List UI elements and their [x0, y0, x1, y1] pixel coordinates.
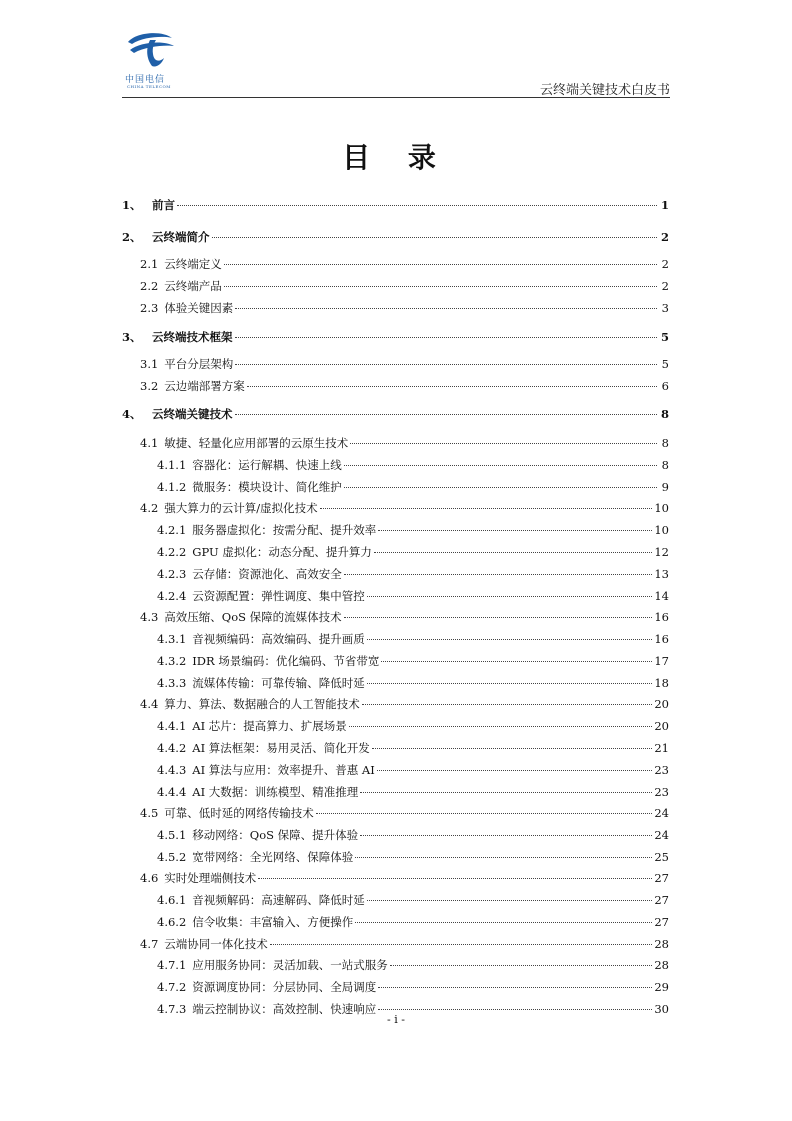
toc-entry-number: 4.7 [140, 937, 159, 951]
toc-entry-number: 2、 [122, 230, 142, 244]
toc-entry-page: 16 [654, 610, 669, 624]
toc-entry-number: 4.6.1 [157, 893, 187, 907]
toc-dot-leader [316, 812, 653, 814]
toc-entry-page: 16 [654, 632, 669, 646]
toc-entry-page: 21 [654, 741, 669, 755]
toc-entry-title: 云终端技术框架 [152, 330, 233, 344]
toc-entry-title: 移动网络：QoS 保障、提升体验 [192, 828, 359, 842]
toc-entry[interactable] [157, 522, 669, 538]
toc-entry-title: 资源调度协同：分层协同、全局调度 [192, 980, 377, 994]
toc-entry-title: 云端协同一体化技术 [164, 937, 268, 951]
toc-entry-number: 3.2 [140, 379, 159, 393]
toc-entry[interactable] [140, 936, 669, 952]
toc-entry-page: 24 [654, 828, 669, 842]
toc-dot-leader [344, 573, 653, 575]
toc-dot-leader [224, 263, 657, 265]
toc-entry[interactable] [140, 435, 669, 451]
toc-entry[interactable] [157, 784, 669, 800]
toc-entry-number: 4.3 [140, 610, 159, 624]
toc-entry-title: AI 算法框架：易用灵活、简化开发 [192, 741, 370, 755]
page-header [122, 28, 670, 98]
toc-entry-number: 4.4.1 [157, 719, 187, 733]
toc-entry-title: 云资源配置：弹性调度、集中管控 [192, 589, 365, 603]
toc-entry[interactable] [140, 805, 669, 821]
toc-heading: 目 录 [342, 141, 450, 174]
toc-entry-number: 4.5.2 [157, 850, 187, 864]
toc-entry-page: 27 [654, 915, 669, 929]
toc-entry-number: 4.4 [140, 697, 159, 711]
toc-entry-number: 3.1 [140, 357, 159, 371]
toc-entry-page: 17 [654, 654, 669, 668]
toc-entry-page: 9 [661, 480, 669, 494]
toc-entry-number: 4.5 [140, 806, 159, 820]
logo-text-en: CHINA TELECOM [127, 84, 171, 89]
toc-entry-title: AI 大数据：训练模型、精准推理 [192, 785, 359, 799]
telecom-swirl-icon [122, 28, 178, 72]
toc-entry-page: 5 [660, 330, 669, 344]
toc-entry-number: 4.4.4 [157, 785, 187, 799]
toc-entry-page: 5 [661, 357, 669, 371]
page-number: - i - [387, 1013, 405, 1026]
toc-dot-leader [344, 486, 657, 488]
logo-text-cn: 中国电信 [125, 75, 166, 85]
toc-entry-page: 23 [654, 763, 669, 777]
toc-entry-page: 13 [654, 567, 669, 581]
toc-dot-leader [247, 385, 657, 387]
toc-entry-number: 1、 [122, 198, 142, 212]
toc-dot-leader [224, 285, 657, 287]
toc-dot-leader [360, 834, 652, 836]
toc-entry-title: 云边端部署方案 [164, 379, 245, 393]
toc-entry-page: 30 [654, 1002, 669, 1016]
toc-dot-leader [355, 856, 652, 858]
toc-entry-number: 4.2 [140, 501, 159, 515]
toc-entry-page: 8 [661, 436, 669, 450]
toc-dot-leader [360, 791, 652, 793]
toc-dot-leader [377, 769, 653, 771]
toc-entry[interactable] [140, 378, 669, 394]
toc-entry-title: 应用服务协同：灵活加载、一站式服务 [192, 958, 388, 972]
toc-entry-page: 20 [654, 697, 669, 711]
toc-dot-leader [378, 986, 652, 988]
toc-entry-page: 10 [654, 523, 669, 537]
toc-entry-title: 高效压缩、QoS 保障的流媒体技术 [164, 610, 342, 624]
toc-dot-leader [390, 964, 653, 966]
toc-dot-leader [235, 307, 657, 309]
toc-entry-number: 4.4.3 [157, 763, 187, 777]
toc-entry[interactable] [157, 631, 669, 647]
toc-entry-number: 4.6 [140, 871, 159, 885]
toc-entry-page: 2 [660, 230, 669, 244]
toc-dot-leader [258, 877, 652, 879]
toc-entry-title: 流媒体传输：可靠传输、降低时延 [192, 676, 365, 690]
toc-entry[interactable] [157, 892, 669, 908]
toc-entry[interactable] [140, 278, 669, 294]
toc-entry-page: 20 [654, 719, 669, 733]
toc-entry-title: 微服务：模块设计、简化维护 [192, 480, 342, 494]
toc-dot-leader [378, 1008, 652, 1010]
toc-entry-number: 4、 [122, 407, 142, 421]
toc-entry-page: 27 [654, 871, 669, 885]
toc-entry[interactable] [157, 566, 669, 582]
toc-dot-leader [367, 899, 653, 901]
toc-entry[interactable] [157, 675, 669, 691]
toc-entry-number: 4.7.2 [157, 980, 187, 994]
toc-dot-leader [235, 413, 658, 415]
toc-dot-leader [349, 725, 653, 727]
toc-entry-title: 前言 [152, 198, 175, 212]
toc-entry-page: 6 [661, 379, 669, 393]
toc-entry[interactable] [122, 329, 669, 345]
toc-entry[interactable] [157, 479, 669, 495]
toc-entry[interactable] [157, 914, 669, 930]
toc-entry-number: 4.3.2 [157, 654, 187, 668]
toc-entry[interactable] [140, 500, 669, 516]
toc-entry[interactable] [122, 197, 669, 213]
toc-entry[interactable] [140, 356, 669, 372]
toc-entry[interactable] [122, 229, 669, 245]
toc-entry[interactable] [140, 256, 669, 272]
toc-dot-leader [320, 507, 653, 509]
toc-entry[interactable] [157, 740, 669, 756]
toc-entry-number: 2.1 [140, 257, 159, 271]
toc-dot-leader [367, 595, 653, 597]
toc-entry-title: 云终端产品 [164, 279, 222, 293]
header-divider [122, 97, 670, 98]
toc-entry[interactable] [157, 718, 669, 734]
toc-entry-title: GPU 虚拟化：动态分配、提升算力 [192, 545, 372, 559]
toc-entry-title: 端云控制协议：高效控制、快速响应 [192, 1002, 377, 1016]
toc-entry-page: 3 [661, 301, 669, 315]
toc-entry[interactable] [157, 588, 669, 604]
toc-entry-title: 音视频编码：高效编码、提升画质 [192, 632, 365, 646]
document-title: 云终端关键技术白皮书 [539, 83, 670, 98]
toc-dot-leader [367, 638, 653, 640]
toc-entry-title: 云终端关键技术 [152, 407, 233, 421]
toc-entry[interactable] [157, 957, 669, 973]
toc-entry-page: 8 [660, 407, 669, 421]
toc-entry-title: 体验关键因素 [164, 301, 234, 315]
toc-dot-leader [235, 363, 657, 365]
toc-dot-leader [344, 616, 653, 618]
toc-entry-title: 云终端简介 [152, 230, 210, 244]
toc-entry-number: 4.1.1 [157, 458, 187, 472]
toc-entry-title: 强大算力的云计算/虚拟化技术 [164, 501, 318, 515]
toc-entry-title: 实时处理端侧技术 [164, 871, 257, 885]
toc-entry-title: 信令收集：丰富输入、方便操作 [192, 915, 354, 929]
toc-entry-title: IDR 场景编码：优化编码、节省带宽 [192, 654, 380, 668]
toc-entry-page: 10 [654, 501, 669, 515]
toc-entry-number: 4.1.2 [157, 480, 187, 494]
toc-entry-page: 14 [654, 589, 669, 603]
toc-dot-leader [177, 204, 657, 206]
toc-entry-title: 服务器虚拟化：按需分配、提升效率 [192, 523, 377, 537]
toc-entry-number: 4.2.2 [157, 545, 187, 559]
toc-entry-page: 2 [661, 257, 669, 271]
toc-entry-page: 12 [654, 545, 669, 559]
toc-entry-number: 4.4.2 [157, 741, 187, 755]
toc-entry-page: 27 [654, 893, 669, 907]
toc-entry[interactable] [122, 406, 669, 422]
toc-entry-number: 3、 [122, 330, 142, 344]
toc-entry-title: 算力、算法、数据融合的人工智能技术 [164, 697, 360, 711]
toc-entry-title: 云终端定义 [164, 257, 222, 271]
toc-entry-page: 23 [654, 785, 669, 799]
toc-dot-leader [212, 236, 658, 238]
toc-dot-leader [355, 921, 652, 923]
toc-entry-page: 28 [654, 937, 669, 951]
toc-entry-number: 4.1 [140, 436, 159, 450]
toc-entry-title: AI 算法与应用：效率提升、普惠 AI [192, 763, 375, 777]
toc-entry[interactable] [157, 849, 669, 865]
toc-entry-number: 2.2 [140, 279, 159, 293]
toc-dot-leader [270, 943, 653, 945]
toc-entry[interactable] [140, 870, 669, 886]
toc-dot-leader [372, 747, 653, 749]
toc-entry-page: 2 [661, 279, 669, 293]
toc-entry-number: 4.5.1 [157, 828, 187, 842]
toc-entry-title: 平台分层架构 [164, 357, 234, 371]
toc-entry-number: 4.6.2 [157, 915, 187, 929]
toc-dot-leader [378, 529, 652, 531]
toc-entry-title: 敏捷、轻量化应用部署的云原生技术 [164, 436, 349, 450]
toc-entry-title: 音视频解码：高速解码、降低时延 [192, 893, 365, 907]
toc-dot-leader [381, 660, 652, 662]
toc-entry-number: 4.3.3 [157, 676, 187, 690]
toc-entry[interactable] [157, 979, 669, 995]
toc-dot-leader [374, 551, 653, 553]
toc-entry-page: 18 [654, 676, 669, 690]
toc-entry[interactable] [140, 300, 669, 316]
toc-dot-leader [344, 464, 657, 466]
toc-entry-page: 28 [654, 958, 669, 972]
toc-entry-number: 4.7.3 [157, 1002, 187, 1016]
toc-entry[interactable] [157, 653, 669, 669]
toc-dot-leader [362, 703, 653, 705]
toc-entry-number: 4.2.1 [157, 523, 187, 537]
toc-entry[interactable] [157, 457, 669, 473]
toc-entry-page: 29 [654, 980, 669, 994]
china-telecom-logo [122, 28, 178, 90]
toc-entry-title: 云存储：资源池化、高效安全 [192, 567, 342, 581]
toc-dot-leader [350, 442, 657, 444]
toc-entry-number: 4.2.4 [157, 589, 187, 603]
toc-entry-number: 4.7.1 [157, 958, 187, 972]
toc-entry-title: 容器化：运行解耦、快速上线 [192, 458, 342, 472]
toc-entry[interactable] [140, 609, 669, 625]
toc-entry[interactable] [157, 827, 669, 843]
toc-entry-number: 2.3 [140, 301, 159, 315]
toc-entry-page: 1 [660, 198, 669, 212]
toc-entry-title: AI 芯片：提高算力、扩展场景 [192, 719, 347, 733]
toc-entry-page: 8 [661, 458, 669, 472]
toc-entry-number: 4.2.3 [157, 567, 187, 581]
toc-entry[interactable] [140, 696, 669, 712]
toc-entry-title: 宽带网络：全光网络、保障体验 [192, 850, 354, 864]
toc-entry[interactable] [157, 544, 669, 560]
toc-entry-page: 24 [654, 806, 669, 820]
toc-entry-title: 可靠、低时延的网络传输技术 [164, 806, 314, 820]
toc-dot-leader [367, 682, 653, 684]
toc-entry-page: 25 [654, 850, 669, 864]
toc-entry-number: 4.3.1 [157, 632, 187, 646]
toc-dot-leader [235, 336, 658, 338]
toc-entry[interactable] [157, 762, 669, 778]
